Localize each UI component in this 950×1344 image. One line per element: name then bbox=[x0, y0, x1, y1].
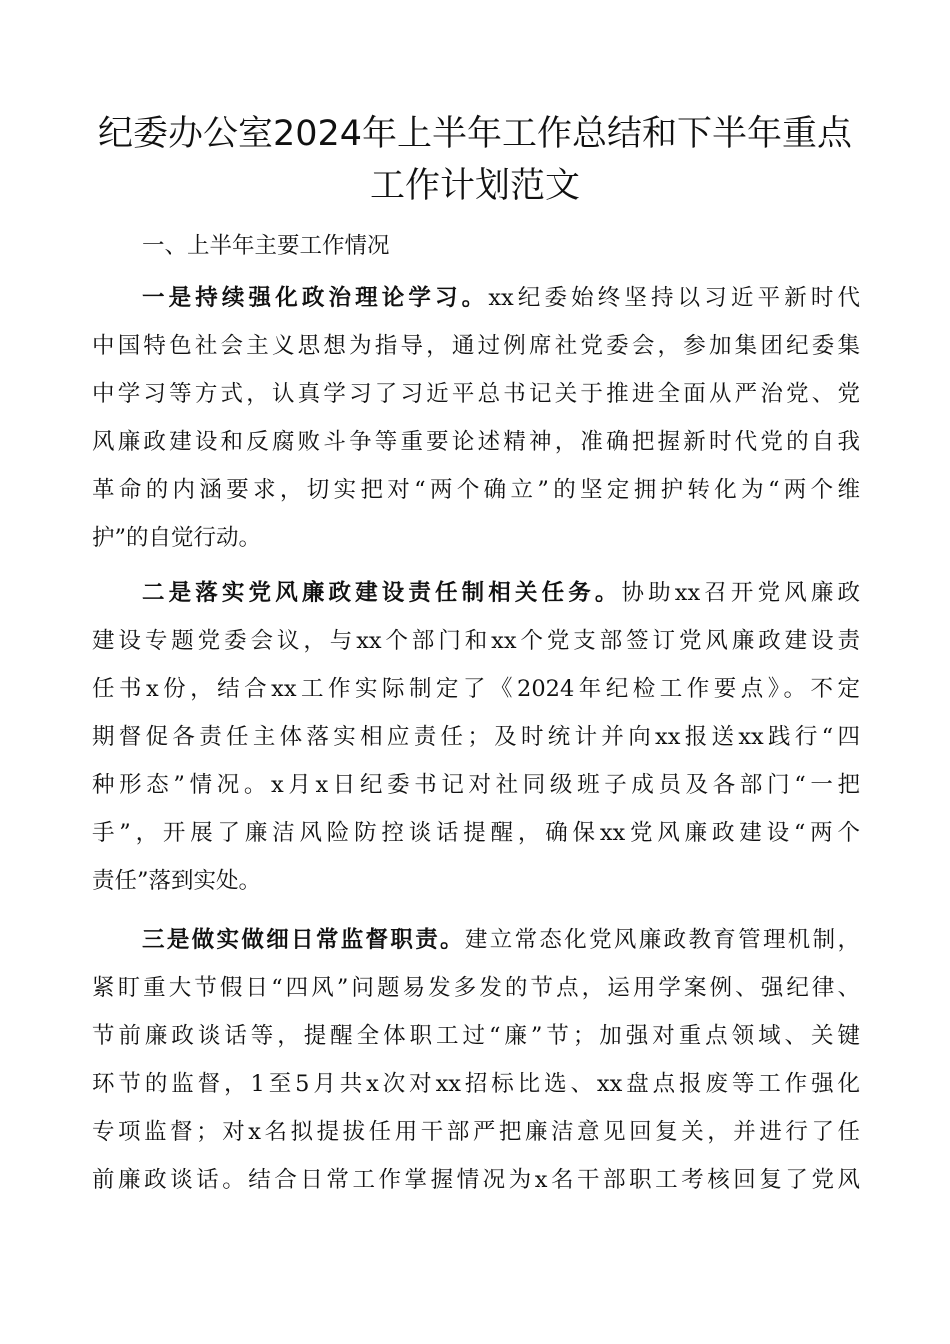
paragraph-line: 前廉政谈话。结合日常工作掌握情况为x名干部职工考核回复了党风 bbox=[92, 1167, 860, 1193]
paragraph-lead: 一是持续强化政治理论学习。 bbox=[142, 285, 489, 311]
paragraph-line: 种形态”情况。x月x日纪委书记对社同级班子成员及各部门“一把 bbox=[92, 772, 860, 798]
paragraph-line: 风廉政建设和反腐败斗争等重要论述精神，准确把握新时代党的自我 bbox=[92, 429, 860, 455]
paragraph-line: 建设专题党委会议，与xx个部门和xx个党支部签订党风廉政建设责 bbox=[92, 628, 860, 654]
paragraph-line: 专项监督；对x名拟提拔任用干部严把廉洁意见回复关，并进行了任 bbox=[92, 1119, 860, 1145]
paragraph-lead: 二是落实党风廉政建设责任制相关任务。 bbox=[142, 580, 622, 606]
paragraph-line: 护”的自觉行动。 bbox=[92, 525, 262, 551]
paragraph-line: 任书x份，结合xx工作实际制定了《2024年纪检工作要点》。不定 bbox=[92, 676, 860, 702]
paragraph-2 bbox=[92, 569, 860, 905]
paragraph-line: 紧盯重大节假日“四风”问题易发多发的节点，运用学案例、强纪律、 bbox=[92, 975, 860, 1001]
title-line-2: 工作计划范文 bbox=[369, 166, 580, 206]
paragraph-line: 节前廉政谈话等，提醒全体职工过“廉”节；加强对重点领域、关键 bbox=[92, 1023, 860, 1049]
paragraph-first-rest: 建立常态化党风廉政教育管理机制， bbox=[464, 927, 860, 953]
paragraph-line: 中学习等方式，认真学习了习近平总书记关于推进全面从严治党、党 bbox=[92, 381, 860, 407]
paragraph-line: 期督促各责任主体落实相应责任；及时统计并向xx报送xx践行“四 bbox=[92, 724, 860, 750]
paragraph-line: 责任”落到实处。 bbox=[92, 868, 262, 894]
paragraph-first-line bbox=[92, 916, 860, 964]
section-heading: 一、上半年主要工作情况 bbox=[142, 233, 390, 259]
title-line-1: 纪委办公室2024年上半年工作总结和下半年重点 bbox=[97, 114, 853, 154]
paragraph-line: 环节的监督，1至5月共x次对xx招标比选、xx盘点报废等工作强化 bbox=[92, 1071, 860, 1097]
paragraph-first-line bbox=[92, 274, 860, 322]
paragraph-lead: 三是做实做细日常监督职责。 bbox=[142, 927, 465, 953]
paragraph-line: 中国特色社会主义思想为指导，通过例席社党委会，参加集团纪委集 bbox=[92, 333, 860, 359]
paragraph-first-rest: 协助xx召开党风廉政 bbox=[621, 580, 860, 606]
paragraph-first-line bbox=[92, 569, 860, 617]
paragraph-3 bbox=[92, 916, 860, 1204]
paragraph-1 bbox=[92, 274, 860, 562]
paragraph-line: 革命的内涵要求，切实把对“两个确立”的坚定拥护转化为“两个维 bbox=[92, 477, 860, 503]
paragraph-first-rest: xx纪委始终坚持以习近平新时代 bbox=[488, 285, 860, 311]
document-title bbox=[80, 108, 870, 212]
paragraph-line: 手”，开展了廉洁风险防控谈话提醒，确保xx党风廉政建设“两个 bbox=[92, 820, 860, 846]
